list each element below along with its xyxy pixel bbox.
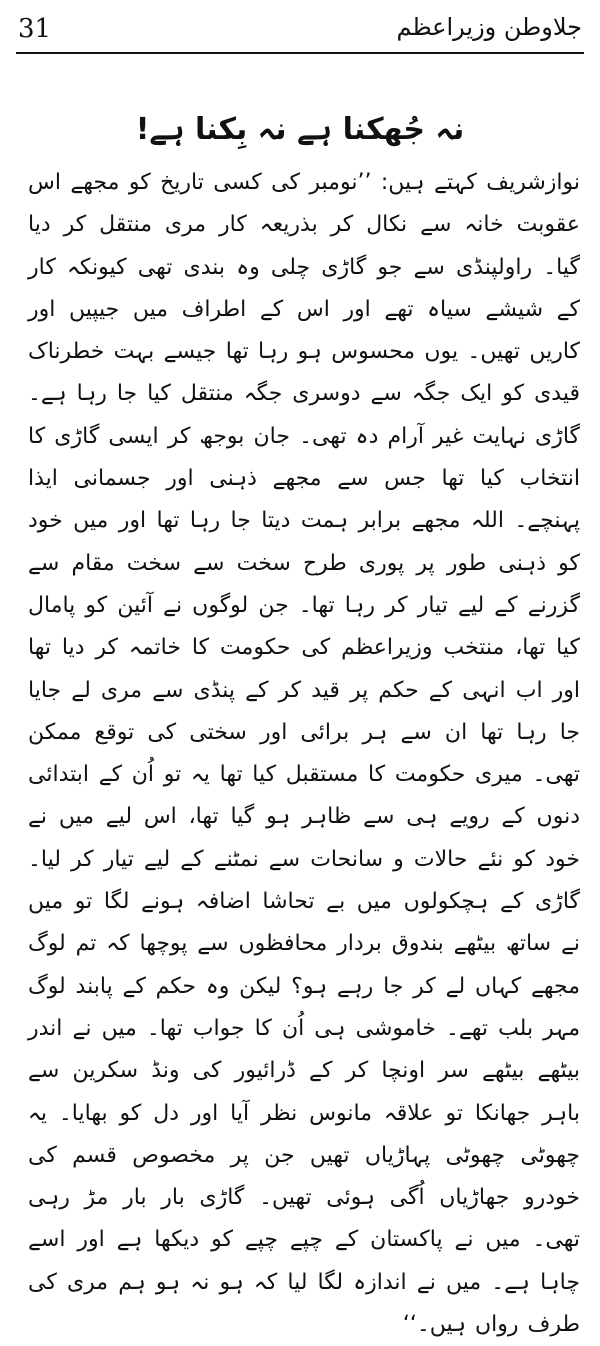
body-paragraph: نوازشریف کہتے ہیں: ’’نومبر کی کسی تاریخ کو مجھے اس عقوبت خانہ سے نکال کر بذریعہ کار مری منتقل کر دیا گیا۔ راولپنڈی سے جو گاڑی چلی وہ بندی تھی کیونکہ کار کے شیشے سیاہ تھے اور اس کے اطراف میں جیپیں اور کاریں تھیں۔ یوں محسوس ہو رہا تھا جیسے بہت خطرناک قیدی کو ایک جگہ سے دوسری جگہ منتقل کیا جا رہا ہے۔ گاڑی نہایت غیر آرام دہ تھی۔ جان بوجھ کر ایسی گاڑی کا انتخاب کیا تھا جس سے مجھے ذہنی اور جسمانی ایذا پہنچے۔ اللہ مجھے برابر ہمت دیتا جا رہا تھا اور میں خود کو ذہنی طور پر پوری طرح سخت سے سخت مقام سے گزرنے کے لیے تیار کر رہا تھا۔ جن لوگوں نے آئین کو پامال کیا تھا، منتخب وزیراعظم کی حکومت کا خاتمہ کر دیا تھا اور اب انہی کے حکم پر قید کر کے پنڈی سے مری لے جایا جا رہا تھا ان سے ہر برائی اور سختی کی توقع ممکن تھی۔ میری حکومت کا مستقبل کیا تھا یہ تو اُن کے ابتدائی دنوں کے رویے ہی سے ظاہر ہو گیا تھا، اس لیے میں نے خود کو نئے حالات و سانحات سے نمٹنے کے لیے تیار کر لیا۔ گاڑی کے ہچکولوں میں بے تحاشا اضافہ ہونے لگا تو میں نے ساتھ بیٹھے بندوق بردار محافظوں سے پوچھا کہ تم لوگ مجھے کہاں لے کر جا رہے ہو؟ لیکن وہ حکم کے پابند لوگ مہر بلب تھے۔ خاموشی ہی اُن کا جواب تھا۔ میں نے اندر بیٹھے بیٹھے سر اونچا کر کے ڈرائیور کی ونڈ سکرین سے باہر جھانکا تو علاقہ مانوس نظر آیا اور دل کو بھایا۔ یہ چھوٹی چھوٹی پہاڑیاں تھیں جن پر مخصوص قسم کی خودرو جھاڑیاں اُگی ہوئی تھیں۔ گاڑی بار بار مڑ رہی تھی۔ میں نے پاکستان کے چپے چپے کو دیکھا ہے اور اسے چاہا ہے۔ میں نے اندازہ لگا لیا کہ ہو نہ ہو ہم مری کی طرف رواں ہیں۔‘‘ <box>28 170 580 1338</box>
chapter-title: نہ جُھکنا ہے نہ بِکنا ہے! <box>135 112 465 148</box>
page-header <box>0 0 600 60</box>
page-number: 31 <box>18 14 52 44</box>
running-title: جلاوطن وزیراعظم <box>396 13 582 41</box>
header-rule <box>16 52 584 54</box>
